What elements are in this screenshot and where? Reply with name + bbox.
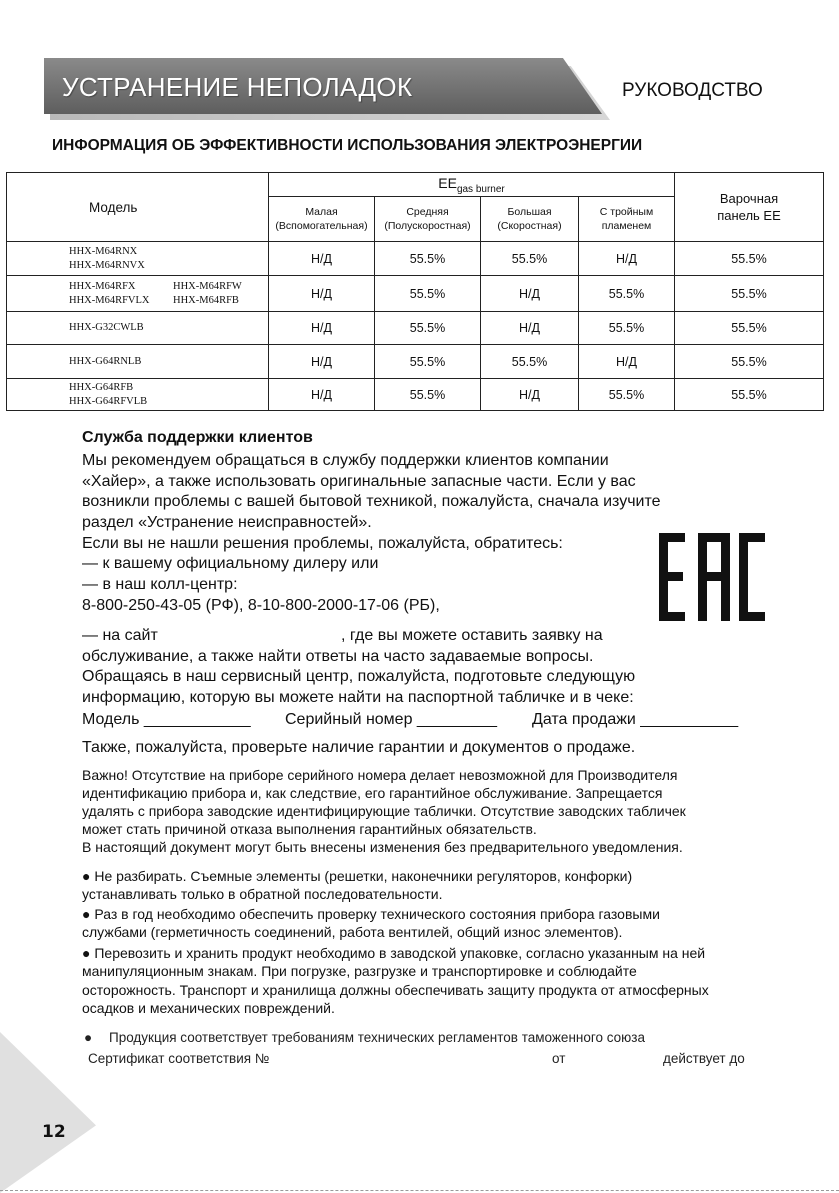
bullet-item-continued: устанавливать только в обратной последовательности. — [82, 886, 443, 902]
form-serial: Серийный номер _________ — [285, 711, 498, 728]
bullet-item-continued: службами (герметичность соединений, работа вентилей, общий износ элементов). — [82, 924, 623, 940]
table-row — [7, 312, 824, 345]
value-cell: 55.5% — [579, 312, 675, 345]
value-cell: 55.5% — [375, 242, 481, 276]
value-cell: 55.5% — [675, 345, 824, 379]
value-cell: 55.5% — [675, 242, 824, 276]
value-cell: 55.5% — [375, 345, 481, 379]
cert-from-label: от — [552, 1051, 566, 1066]
support-text-line: — в наш колл-центр: — [82, 576, 238, 593]
value-cell: 55.5% — [481, 242, 579, 276]
cert-number-label: Сертификат соответствия № — [88, 1051, 270, 1066]
guide-label: РУКОВОДСТВО — [622, 80, 763, 101]
burner-triple-header: С тройным пламенем — [579, 197, 675, 242]
bullet-item-continued: осторожность. Транспорт и хранилища должны обеспечивать защиту продукта от атмосферных — [82, 982, 709, 998]
bullet-item: ● Перевозить и хранить продукт необходимо в заводской упаковке, согласно указанным на ней — [82, 945, 706, 961]
value-cell: Н/Д — [481, 379, 579, 411]
model-cell: HHX-M64RNX HHX-M64RNVX — [7, 242, 269, 276]
model-header: Модель — [7, 173, 269, 242]
value-cell: Н/Д — [481, 312, 579, 345]
site-suffix: , где вы можете оставить заявку на — [341, 627, 603, 644]
support-text-line: возникли проблемы с вашей бытовой техникой, пожалуйста, сначала изучите — [82, 493, 661, 510]
support-text-line: обслуживание, а также найти ответы на часто задаваемые вопросы. — [82, 648, 594, 665]
notice-line: удалять с прибора заводские идентифицирующие таблички. Отсутствие заводских табличек — [82, 803, 686, 819]
model-cell: HHX-G64RNLB — [7, 345, 269, 379]
support-text-line: — к вашему официальному дилеру или — [82, 555, 379, 572]
model-cell: HHX-G32CWLB — [7, 312, 269, 345]
value-cell: Н/Д — [269, 345, 375, 379]
value-cell: 55.5% — [375, 312, 481, 345]
site-prefix: — на сайт — [82, 627, 158, 644]
table-row — [7, 242, 824, 276]
page-corner-decoration — [0, 1032, 96, 1193]
cert-valid-label: действует до — [663, 1051, 745, 1066]
value-cell: 55.5% — [579, 276, 675, 312]
notice-line: идентификацию прибора и, как следствие, его гарантийное обслуживание. Запрещается — [82, 785, 663, 801]
burner-small-header: Малая (Вспомогательная) — [269, 197, 375, 242]
value-cell: 55.5% — [375, 379, 481, 411]
support-text-line: Мы рекомендуем обращаться в службу поддержки клиентов компании — [82, 452, 609, 469]
warranty-line: Также, пожалуйста, проверьте наличие гарантии и документов о продаже. — [82, 739, 636, 756]
value-cell: 55.5% — [579, 379, 675, 411]
phone-numbers: 8-800-250-43-05 (РФ), 8-10-800-2000-17-06 (РБ), — [82, 597, 440, 614]
bullet-item: ● Не разбирать. Съемные элементы (решетки, наконечники регуляторов, конфорки) — [82, 868, 633, 884]
eac-mark-logo — [655, 531, 769, 623]
form-model: Модель ____________ — [82, 711, 251, 728]
panel-ee-header: Варочная панель EE — [675, 173, 824, 242]
table-row — [7, 276, 824, 312]
model-cell: HHX-G64RFB HHX-G64RFVLB — [7, 379, 269, 411]
value-cell: Н/Д — [269, 312, 375, 345]
efficiency-table — [6, 172, 824, 411]
value-cell: 55.5% — [675, 379, 824, 411]
page-number: 12 — [42, 1122, 66, 1142]
bullet-item: ● Раз в год необходимо обеспечить проверку технического состояния прибора газовыми — [82, 906, 660, 922]
value-cell: 55.5% — [375, 276, 481, 312]
notice-line: Важно! Отсутствие на приборе серийного номера делает невозможной для Производителя — [82, 767, 678, 783]
support-text-line: «Хайер», а также использовать оригинальные запасные части. Если у вас — [82, 473, 636, 490]
burner-medium-header: Средняя (Полускоростная) — [375, 197, 481, 242]
section-heading: ИНФОРМАЦИЯ ОБ ЭФФЕКТИВНОСТИ ИСПОЛЬЗОВАНИЯ ЭЛЕКТРОЭНЕРГИИ — [52, 137, 643, 154]
value-cell: Н/Д — [579, 242, 675, 276]
support-text-line: Обращаясь в наш сервисный центр, пожалуйста, подготовьте следующую — [82, 668, 636, 685]
value-cell: Н/Д — [269, 276, 375, 312]
value-cell: Н/Д — [579, 345, 675, 379]
burner-large-header: Большая (Скоростная) — [481, 197, 579, 242]
bullet-item-continued: осадков и механических повреждений. — [82, 1000, 335, 1016]
notice-line: может стать причиной отказа выполнения гарантийных обязательств. — [82, 821, 537, 837]
support-text-line: раздел «Устранение неисправностей». — [82, 514, 372, 531]
ee-gas-burner-header: $EE_{gas burner}$ — [269, 173, 675, 197]
model-cell: HHX-M64RFX HHX-M64RFW HHX-M64RFVLX HHX-M64RFB — [7, 276, 269, 312]
page-title: УСТРАНЕНИЕ НЕПОЛАДОК — [62, 72, 413, 102]
value-cell: 55.5% — [481, 345, 579, 379]
value-cell: 55.5% — [675, 276, 824, 312]
support-text-line: информацию, которую вы можете найти на паспортной табличке и в чеке: — [82, 689, 634, 706]
form-date: Дата продажи ___________ — [532, 711, 739, 728]
cert-bullet: ● — [84, 1030, 93, 1045]
cert-line: Продукция соответствует требованиям технических регламентов таможенного союза — [109, 1030, 645, 1045]
support-text-line: Если вы не нашли решения проблемы, пожалуйста, обратитесь: — [82, 535, 563, 552]
table-row — [7, 379, 824, 411]
notice-line: В настоящий документ могут быть внесены изменения без предварительного уведомления. — [82, 839, 683, 855]
table-row — [7, 345, 824, 379]
bullet-item-continued: манипуляционным знакам. При погрузке, разгрузке и транспортировке и соблюдайте — [82, 963, 637, 979]
value-cell: Н/Д — [481, 276, 579, 312]
value-cell: Н/Д — [269, 242, 375, 276]
page-edge-line — [0, 1190, 839, 1191]
support-title: Служба поддержки клиентов — [82, 429, 313, 446]
value-cell: Н/Д — [269, 379, 375, 411]
value-cell: 55.5% — [675, 312, 824, 345]
